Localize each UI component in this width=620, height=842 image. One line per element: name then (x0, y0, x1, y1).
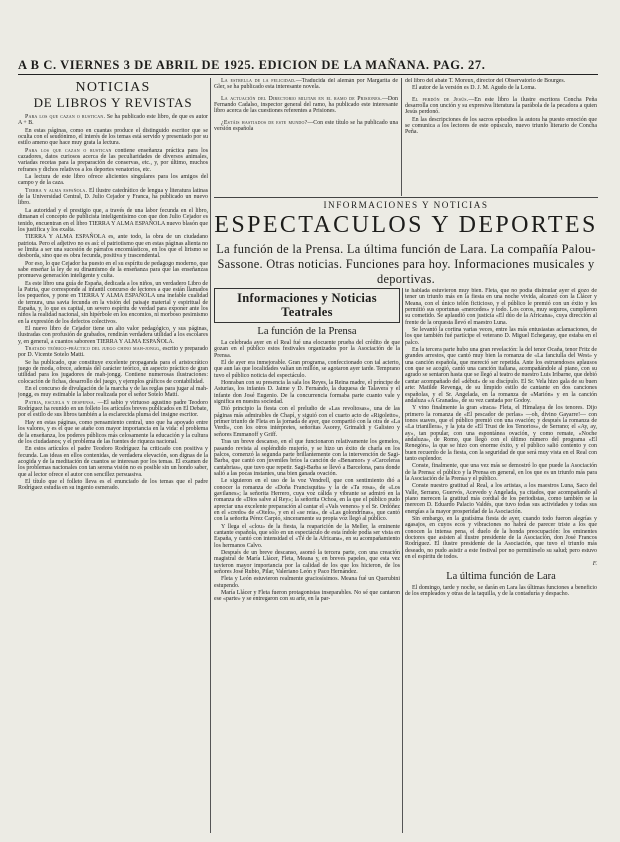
paragraph: Honraban con su presencia la sala los Reyes, la Reina madre, el príncipe de Asturias, los infantes D. Jaime y D. Fernando, la duquesa de Talavera y el infante don José Eugenio. De la concurrencia formaba parte cuanto vale y significa en nuestra sociedad. (214, 380, 400, 406)
paragraph: Y vino finalmente la gran «traca» Fleta, el Himalaya de los tenores. Dijo primero la romanza de «El pescador de perlas» —oh, divino Gayarre!— con tonos suaves, que el público premió con una ovación; y después la romanza de «La trianillera», y la jota de «El Trust de los Tenorios», de Serrano; el «Ay, ay, ay», tan popular, con una espontánea ovación, y como remate, «Noche andaluza», de Romo, que llegó con el último número del programa «El Renegón», la que se hizo con enorme éxito, y el público salió contento y con buen recuerdo de la fiesta, con la seguridad de que será muy vista en el Real con tanto esplendor. (405, 405, 597, 462)
paragraph: Y llega el «clou» de la fiesta, la reaparición de la Meller, la eminente cantante española, que sólo en un espectáculo de esta índole podía ser vista en España, y cantó con intensidad el «Té de la Africana», en su acompañamiento los hermanos Calvo. (214, 523, 400, 549)
header-rule (18, 74, 598, 75)
paragraph: Dió principio la fiesta con el preludio de «Las revoltosas», una de las páginas más admirables de Chapí, y siguió con el cuarto acto de «Rigoletto», primer triunfo de Fleta en la jornada de ayer, que compartió con la otra de «La Verdi», con los otros intérpretes, señoritas Asorey, Grimaldi y Galisteo y señores Emmanoff y Griff. (214, 406, 400, 438)
paragraph: Le siguieron en el uso de la voz Vendrell, que con sentimiento dió a conocer la romanza de «Doña Francisquita» y la de «Ta rosa», de «Los gavilanes»; la señorita Herrero, cuya voz cálida y vibrante se admiró en la romanza de «Dios salve al Rey»; la señorita Ochoa, en la que el público pudo apreciar una excelente preparación al cantar el «Vals veneno» y el Sr. Ordóñez en el «credo» de «Otelo», y en el «se reía», de «Las golondrinas», que cantó con la señorita Pérez Carpio, sinceramente su propia voz llegó al público. (214, 478, 400, 523)
paragraph: Se levantó la cortina varias veces, entre las más entusiastas aclamaciones, de los que también fué partícipe el veterano D. Miguel Echegaray, que estaba en el palco. (405, 327, 597, 346)
paragraph: María Llácer y Fleta fueron protagonistas inseparables. No sé que cantaron ese «parte» y se entregaron con su arte, en la par- (214, 590, 400, 603)
paragraph: ¿Estáis hastiados de este mundo?—Con este título se ha publicado una versión española (214, 119, 398, 133)
column-divider (401, 78, 402, 196)
section-title-libros-revistas: DE LIBROS Y REVISTAS (33, 95, 193, 110)
subheading-funcion-prensa: La función de la Prensa (257, 326, 357, 337)
paragraph: Tierra y alma española. El ilustre catedrático de lengua y literatura latinas de la Universidad Central, D. Julio Cejador y Franca, ha publicado un nuevo libro. (18, 187, 208, 207)
section-title-noticias: NOTICIAS (75, 80, 151, 95)
paragraph: La estrella de la felicidad.—Traducida del alemán por Margarita de Gler, se ha publicado esta interesante novela. (214, 78, 398, 91)
paragraph: El domingo, tarde y noche, se darán en Lara las últimas funciones a beneficio de los empleados y otras de la taquilla, y de la contaduría y despacho. (405, 584, 597, 598)
teatrales-title-line2: Teatrales (281, 304, 333, 319)
paragraph: La actuación del Directorio militar en el ramo de Prisiones.—Don Fernando Cadalso, inspector general del ramo, ha publicado este interesante libro acerca de las cuestiones referentes a Prisiones. (214, 95, 398, 115)
paragraph: La celebrada ayer en el Real fué una elocuente prueba del crédito de que gozan en el público estos festivales organizados por la Asociación de la Prensa. (214, 340, 400, 359)
section-deck: La función de la Prensa. La última función de Lara. La compañía Palou-Sassone. Otras noticias. Funciones para hoy. Informaciones musicales y deportivas. (216, 242, 596, 286)
paragraph: El autor de la versión es D. J. M. Agudo de la Loma. (412, 85, 537, 92)
column-divider (210, 78, 211, 833)
paragraph: TIERRA Y ALMA ESPAÑOLA es, ante todo, la obra de un ciudadano patriota. Pero el adjetivo no es así: el patriotismo que en estas páginas alienta no se limita a ser una sucesión de párrafos encomiásticos, en los que el lirismo se desborda, sino que es obra fecunda, positiva y trascendental. (18, 234, 208, 260)
paragraph: Se ha publicado, que constituye excelente propaganda para el aristocrático juego de moda, ofrece, además del carácter teórico, un aspecto práctico de gran utilidad para los jugadores de mah-jongg. Contiene numerosas ilustraciones: colocación de fichas, desarrollo del juego, y ejemplos gráficos de contabilidad. (18, 359, 208, 385)
paragraph: Sin embargo, en la gratísima fiesta de ayer, cuando todo fueron alegrías y agasajos, en cuyos ecos y vibraciones no habrá de parecer triste a los que conocen la intensa pena, el duelo de la honda preocupación: los eminentes doctores que asisten al ilustre presidente de la Asociación, don José Francos Rodríguez. El ilustre presidente de la Asociación, que tuvo el triunfo más deseado, no pudo asistir a este festival por no permitírselo su salud; pero estuvo en el espíritu de todos. (405, 516, 597, 561)
signature: F. (592, 561, 597, 568)
column-teatrales (214, 288, 400, 833)
paragraph: El de ayer era inmejorable. Gran programa, confeccionado con tal acierto, que aun las que localidades valían un millón, se agotaron ayer tarde. Temprano tuvo el público noticia del espectáculo. (214, 360, 400, 379)
paragraph: Hay en estas páginas, como pensamiento central, uno que ha apoyado entre los valores, y es el que se atañe con mayor importancia en la vida: el problema de la enseñanza, los poderes públicos más celosamente la educación y la cultura de los ciudadanos; y el problema de las fuentes de riqueza nacional. (18, 419, 208, 445)
header-text: A B C. VIERNES 3 DE ABRIL DE 1925. EDICION DE LA MAÑANA. PAG. 27. (18, 58, 486, 72)
column-teatrales-continued (405, 288, 597, 833)
paragraph: En la tercera parte hubo una gran revelación: la del tenor Ocaña, tenor Fritz de grandes arrestos, que cantó muy bien la romanza de «La fanciulla del West» y una canción española, que mereció ser repetida. Ante los estruendosos aplausos con que se acogió, cantó una canción italiana, acompañándole al piano, con su agrado se sentaron hasta que se llegó al teatro de nuestro Luis Iribarne, que debió cantar acompañado del «début» de su discípulo. El Sr. Vela hizo gala de su buen arte: Matilde Revenga, de su límpido estilo de cantante en dos canciones españolas, y el Sr. Angelada, en la romanza de «Marión» y en la canción andaluza «A Granada», de su vez cantada por Godoy. (405, 347, 597, 404)
teatrales-title-box (214, 288, 400, 323)
paragraph: Conste, finalmente, que una vez más se demostró lo que puede la Asociación de la Prensa: el público y la Prensa en general, en los que es un triunfo más para la Asociación de la Prensa y el público. (405, 463, 597, 482)
page-header (18, 58, 598, 72)
paragraph: Tras un breve descanso, en el que funcionaron relativamente los gemelos, pasando revista al espléndido mujerío, y se hizo un éxito de charla en los palcos, comenzó la segunda parte brillantemente con la intervención de Sagi-Barba, que cantó con juveniles bríos la canción de «Benamor» y «Carceleras cantabrias», que tuvo que repetir. Sagi-Barba se llevó a Barcelona, para donde salió a las pocas instantes, una bien ganada ovación. (214, 439, 400, 477)
paragraph: En estas páginas, como en cuantas produce el distinguido escritor que se oculta con el seudónimo, el interés de los temas está servido y presentado por su estilo ameno que hace muy grata la lectura. (18, 127, 208, 147)
column-divider (402, 288, 403, 833)
paragraph: del libro del abate T. Moreux, director del Observatorio de Bourges. (405, 78, 566, 84)
section-title: ESPECTACULOS Y DEPORTES (214, 212, 598, 238)
paragraph: Para los que cazan o rustican. Se ha publicado este libro, de que es autor A + B. (18, 114, 208, 127)
column-book-notes (214, 78, 398, 196)
section-kicker: INFORMACIONES Y NOTICIAS (214, 197, 598, 210)
paragraph: Es este libro una guía de España, dedicada a los niños, un verdadero Libro de la Patria, que corresponde al infantil concurso de lectores a que están llamados los pequeños, y pone en TIERRA Y ALMA ESPAÑOLA una inefable cualidad de ternura, una savia fecunda en la visión del paisaje material y espiritual de España, y, lo que es capital, un severo espíritu de verdad para exponer ante los niños la realidad nacional, sin hipérbole en los encomios, ni morboso pesimismo en la expresión de los defectos colectivos. (18, 280, 208, 325)
paragraph: En estos artículos el padre Teodoro Rodríguez ha criticado con positiva y fecunda. Las ideas en ellos contenidas, de verdadera elevación, son dignas de la acogida y de la meditación de cuantos se interesan por los temas. El examen de los problemas nacionales con tan serena visión no es posible sin un hondo saber, que al lector ofrece el autor con sencillez persuasiva. (18, 446, 208, 478)
paragraph: Después de un breve descanso, asomó la tercera parte, con una creación magistral de María Llácer, Fleta, Meana y, en breves papeles, que esta vez tuvieron mayor importancia por la calidad de los que los hicieron, de los señores José Rubio, Pilar, Valeriano León y Paco Hernández. (214, 550, 400, 576)
paragraph: Fleta y León estuvieron realmente graciosísimos. Meana fué un Querubini estupendo. (214, 576, 400, 589)
paragraph: En el concurso de divulgación de la marcha y de las reglas para jugar al mah-jongg, es muy estimable la labor realizada por el señor Sotelo Matti. (18, 386, 208, 399)
paragraph: El título que el folleto lleva es el enunciado de los temas que el padre Rodríguez estudia en su ingenio esmerado. (18, 478, 208, 492)
column-book-notes-continued (405, 78, 597, 196)
paragraph: Para los que cazan o rustican contiene enseñanza práctica para los cazadores, datos curiosos acerca de las peculiaridades de diversos animales, variadas recetas para la preparación de conservas, etc., y, por último, muchos refranes y dichos relativos a los deportes venatorios, etc. (18, 147, 208, 173)
paragraph: En las descripciones de los sacros episodios la autora ha puesto emoción que se comunica a los lectores de este opúsculo, nuevo triunfo literario de Concha Peña. (405, 116, 597, 136)
paragraph: El perdón de Jesús.—En este libro la ilustre escritora Concha Peña desarrolla con unción y su expresiva literatura la parábola de la pecadora a quien Jesús perdonó. (405, 96, 597, 116)
column-libros-revistas (18, 78, 208, 833)
paragraph: La autoridad y el prestigio que, a través de una labor fecunda en el libro, dimanan el concepto de publicista inteligentísimo con que don Julio Cejador es tenido, encuentran en el libro TIERRA Y ALMA ESPAÑOLA nuevo blasón que los justifica y los exalta. (18, 207, 208, 233)
paragraph: Conste nuestro gratitud al Real, a los artistas, a los maestros Luna, Saco del Valle, Serrano, Guervós, Acevedo y Angelada, ya citados, que acompañando al piano merecen la gratitud más cordial de los periodistas, como también se la merecen D. Eduardo Palacio Valdés, que tuvo todas sus actividades y todas sus energías a la mayor prosperidad de la Asociación. (405, 483, 597, 515)
section-heading (214, 197, 598, 287)
paragraph: La lectura de este libro ofrece alicientes singulares para los amigos del campo y de la caza. (18, 174, 208, 187)
subheading-ultima-funcion-lara: La última función de Lara (446, 570, 556, 582)
paragraph: Tratado teórico-práctico del juego chino mah-jongg, escrito y preparado por D. Vicente Sotelo Matti. (18, 346, 208, 359)
paragraph: Por eso, lo que Cejador ha puesto en el su espíritu de pedagogo moderno, que sabe enseñar la ley de su dinamismo de la enseñanza para que las enseñanzas promueva generación inteligente y culta. (18, 260, 208, 280)
paragraph: Patria, escuela y despensa. —El sabio y virtuoso agustino padre Teodoro Rodríguez ha reunido en un folleto los artículos breves publicados en El Debate, por el estilo de sus libros también a la esclarecida pluma del insigne escritor. (18, 399, 208, 419)
paragraph: te hablada estuvieron muy bien. Fleta, que no podía disimular ayer el gozo de tener un triunfo más en la fiesta en una noche vivida, alcanzó con la Llácer y Meana, con el único telón ficticioso, y el público le premió con un éxito y les permitió sus oportunas «mercedes» y todo. Los coros, muy seguros, cumplieron su cometido. Se aplaudió con justicia «El dúo de la Africana», cuya dirección al frente de la orquesta llevó el maestro Luna. (405, 288, 597, 326)
paragraph: El nuevo libro de Cejador tiene un alto valor pedagógico, y sus páginas, ilustradas con profusión de grabados, rendirán verdadera utilidad a los escolares y, en general, a cuantos saboreen TIERRA Y ALMA ESPAÑOLA. (18, 326, 208, 345)
teatrales-title-line1: Informaciones y Noticias (237, 291, 377, 305)
